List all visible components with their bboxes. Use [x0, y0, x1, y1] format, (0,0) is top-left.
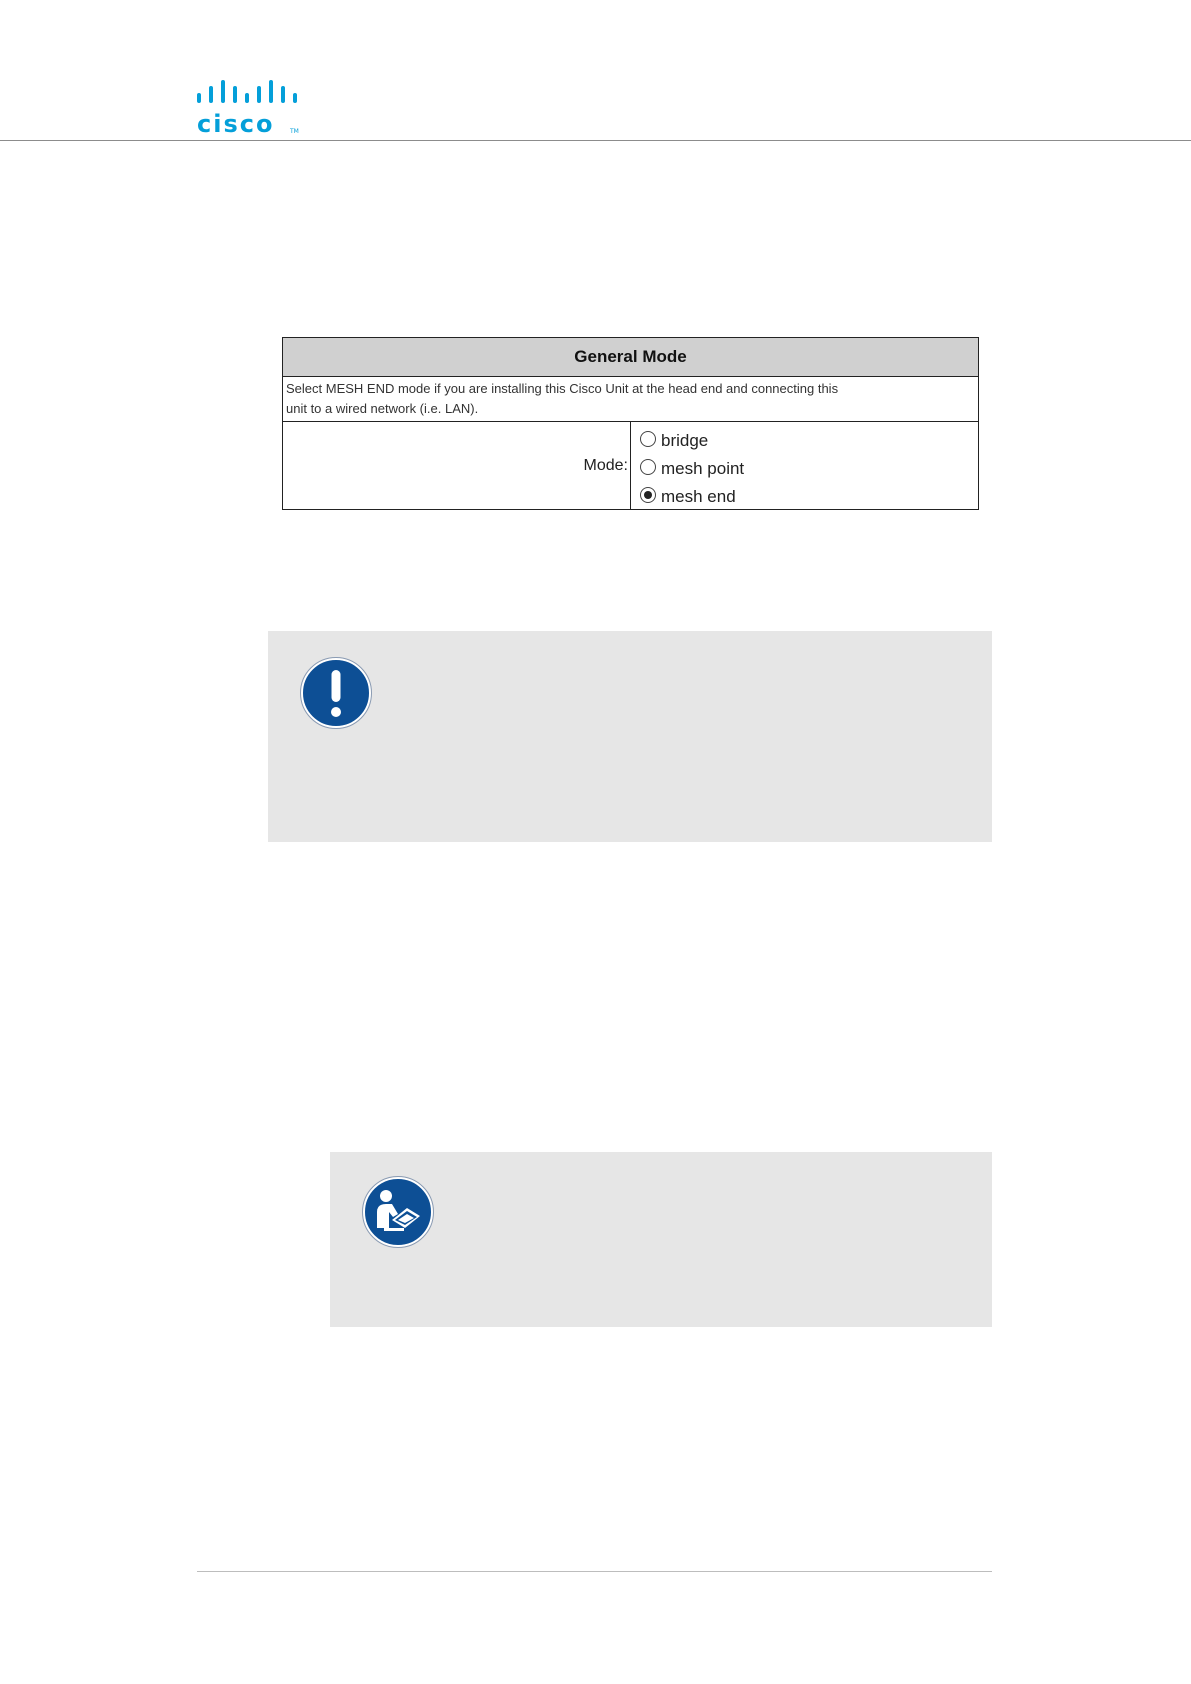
cisco-bars-icon — [197, 80, 297, 110]
general-mode-title: General Mode — [283, 338, 978, 377]
description-line: Select MESH END mode if you are installing this Cisco Unit at the head end and connecting this — [286, 381, 839, 396]
radio-option-mesh-point[interactable] — [631, 455, 978, 483]
mode-label: Mode: — [283, 422, 631, 509]
important-callout — [268, 631, 992, 842]
trademark-mark: TM — [290, 128, 299, 135]
radio-label-bridge[interactable]: bridge — [661, 431, 709, 450]
radio-option-mesh-end[interactable] — [631, 483, 978, 511]
radio-option-bridge[interactable] — [631, 427, 978, 455]
general-mode-table — [282, 337, 979, 510]
header-divider — [0, 140, 1191, 141]
exclamation-icon — [300, 657, 372, 734]
mode-row — [283, 422, 978, 509]
note-callout — [330, 1152, 992, 1327]
cisco-logo — [197, 80, 297, 136]
general-mode-description — [283, 377, 978, 422]
radio-button-bridge[interactable] — [640, 431, 656, 447]
radio-label-mesh-point[interactable]: mesh point — [661, 459, 745, 478]
logo-wordmark: cisco — [197, 110, 275, 138]
reading-person-icon — [362, 1176, 434, 1253]
description-line: unit to a wired network (i.e. LAN). — [286, 401, 479, 416]
footer-divider — [197, 1571, 992, 1572]
radio-button-mesh-point[interactable] — [640, 459, 656, 475]
mode-radio-group — [631, 422, 978, 514]
radio-label-mesh-end[interactable]: mesh end — [661, 487, 736, 506]
radio-button-mesh-end[interactable] — [640, 487, 656, 503]
